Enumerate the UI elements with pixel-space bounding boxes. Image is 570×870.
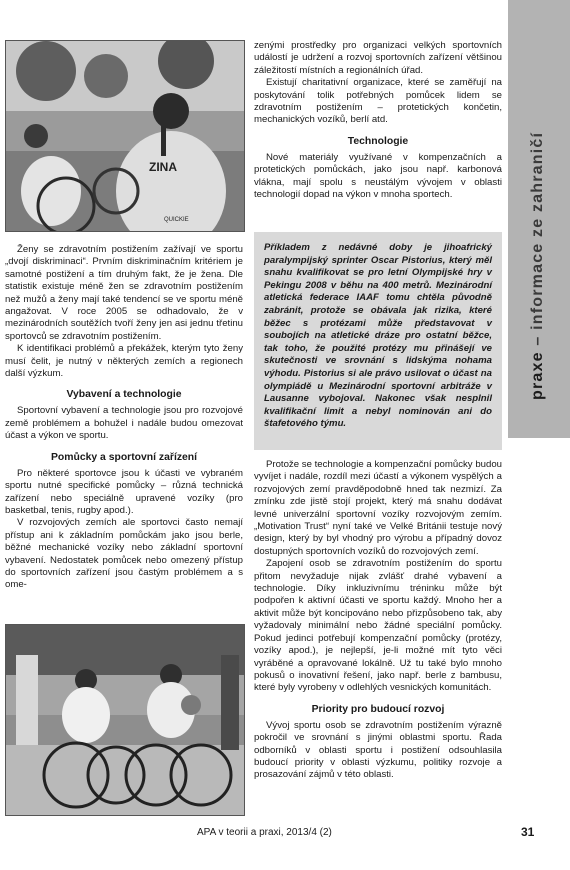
paragraph: K identifikaci problémů a překážek, kterým tyto ženy musí čelit, je nutný v některých zemích a regionech další výzkum. [5,343,243,380]
paragraph: Ženy se zdravotním postižením zažívají ve sportu „dvojí diskriminaci“. Prvním diskriminačním kritériem je samotné postižení a tím druhým fakt, že je žena. Dle statistik existuje méně žen se zdravotním postižením než mužů a ženy mají také tendencí se ve sportu méně angažovat. V roce 2005 se odhadovalo, že v mezinárodních soutěžích tvoří ženy jen asi jednu třetinu sportovců se zdravotním postižením. [5,244,243,342]
paragraph: Existují charitativní organizace, které se zaměřují na poskytování tolik potřebných pomůcek lidem se zdravotním postižením – protetických končetin, mechanických vozíků, berlí atd. [254,77,502,126]
highlight-text: Příkladem z nedávné doby je jihoafrický paralympijský sprinter Oscar Pistorius, který měl snahu kvalifikovat se pro letní Olympijské hry v Pekingu 2008 v běhu na 400 metrů. Mezinárodní atletická federace IAAF tomu chtěla původně zabránit, protože se obávala jak rizika, které běžec s protézami může představovat v soubojích na atletické dráze pro ostatní běžce, tak toho, že použité protézy mu přinášejí ve skutečnosti ve srovnání s lidskýma nohama výhodu. Pistorius si ale právo usilovat o účast na olympiádě u Mezinárodní sportovní arbitráže v Lausanne vybojoval. Nakonec však nesplnil kvalifikační limit a nebyl nominován ani do štafetového týmu. [264,242,492,430]
heading-technology: Technologie [347,135,409,147]
section-label-dash: – [529,335,546,346]
paragraph: Sportovní vybavení a technologie jsou pro rozvojové země problémem a bohužel i nadále budou omezovat účast a výkon ve sportu. [5,405,243,442]
paragraph: Protože se technologie a kompenzační pomůcky budou vyvíjet i nadále, rozdíl mezi účastí a výkonem vyspělých a rozvojových zemí pravděpodobně hned tak nezmizí. Za zmínku zde jistě stojí projekt, který má snahu dodávat levné univerzální sportovní vozíky rozvojovým zemím. „Motivation Trust“ nyní také ve Velké Británii testuje nový design, který by byl vhodný pro výrobu a případný dovoz dostupných sportovních vozíků do rozvojových zemí. [254,459,502,557]
chair-brand-text: QUICKIE [164,217,189,223]
photo-wheelchair-players-top [5,40,245,232]
heading-priorities: Priority pro budoucí rozvoj [311,703,445,715]
paragraph: Zapojení osob se zdravotním postižením do sportu přitom nevyžaduje nijak zvlášť drahé vybavení a technologie. Díky inkluzivnímu tréninku může být podpořen k aktivní účasti ve sportu každý. Mnoho her a aktivit může být koncipováno nebo přizpůsobeno tak, aby vyžadovaly minimální nebo žádné speciální pomůcky. Pokud jedinci potřebují kompenzační pomůcky (protézy, vozíky apod.), je nejlepší, je-li možné mít tyto věci vyráběné a opravované lokálně. Už tu také bylo mnoho pokusů o inovativní řešení, jako např. berle z bambusu, které byly vyrobeny v odlehlých vesnických komunitách. [254,558,502,694]
section-label-sub: informace ze zahraničí [529,131,546,330]
left-column [5,244,243,592]
right-column-bottom [254,459,502,782]
paragraph: V rozvojových zemích ale sportovci často nemají přístup ani k základním pomůckám jako jsou berle, běžné mechanické vozíky nebo základní sportovní vybavení. Nedostatek pomůcek nebo omezený přístup do sportovních zařízení jsou častým problémem a s ome- [5,517,243,591]
paragraph: Nové materiály využívané v kompenzačních a protetických pomůckách, jako jsou např. karbonová vlákna, mají spolu s neustálým vývojem v oblasti technologií dopad na výkon v mnoha sportech. [254,151,502,201]
section-label-main: praxe [529,351,546,400]
heading-equipment: Vybavení a technologie [66,389,182,401]
paragraph: Pro některé sportovce jsou k účasti ve vybraném sportu nutné specifické pomůcky – různá technická zařízení nebo speciálně upravené vozíky (pro basketbal, tenis, rugby apod.). [5,467,243,516]
photo-wheelchair-players-bottom [5,624,245,816]
paragraph: Vývoj sportu osob se zdravotním postižením výrazně pokročil ve srovnání s jinými oblastmi sportu. Řada odborníků v oblasti sportu i postižení odsouhlasila budoucí priority v oblasti výzkumu, politiky rozvoje a prosazování zájmů v této oblasti. [254,719,502,781]
heading-aids: Pomůcky a sportovní zařízení [50,451,198,463]
page-number: 31 [521,825,535,839]
jersey-text: ZINA [149,160,177,174]
paragraph: zenými prostředky pro organizaci velkých sportovních událostí je udržení a rozvoj sportovních zařízení většinou záležitostí místních a regionálních úřad. [254,40,502,76]
right-column-top [254,40,502,201]
highlight-box-pistorius [254,232,502,450]
journal-footer: APA v teorii a praxi, 2013/4 (2) [197,827,332,838]
section-label [529,132,547,400]
